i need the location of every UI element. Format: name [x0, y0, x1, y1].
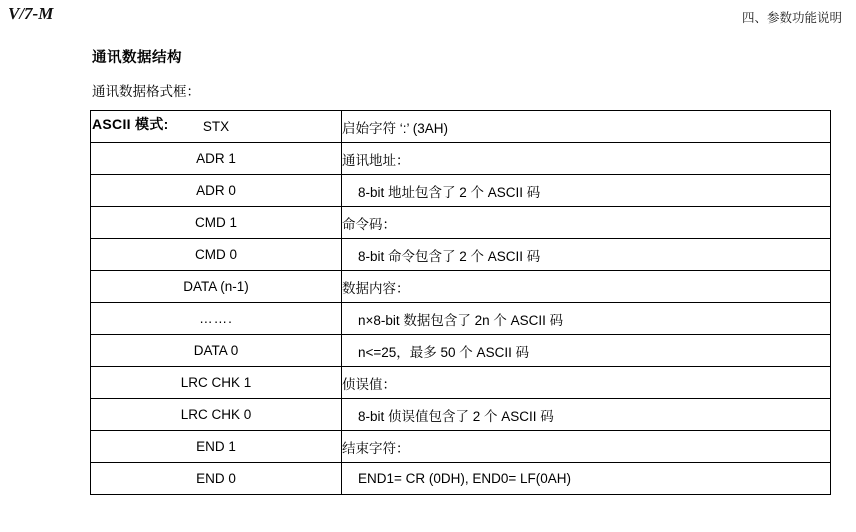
field-desc-text: n<=25，最多 50 个 ASCII 码 [358, 344, 530, 360]
table-row [91, 367, 831, 399]
field-desc-cell [342, 463, 831, 495]
table-row [91, 111, 831, 143]
field-name-cell: CMD 0 [91, 239, 342, 271]
table-row [91, 335, 831, 367]
field-name-cell: END 1 [91, 431, 342, 463]
field-desc-text: 结束字符： [342, 440, 410, 456]
field-name-cell: END 0 [91, 463, 342, 495]
field-desc-cell [342, 303, 831, 335]
field-desc-cell [342, 399, 831, 431]
field-desc-cell [342, 367, 831, 399]
field-desc-cell [342, 207, 831, 239]
ascii-frame-table [90, 110, 831, 495]
field-name-cell: ADR 0 [91, 175, 342, 207]
field-desc-text: 启始字符 ‘:’ (3AH) [342, 120, 449, 136]
table-row [91, 175, 831, 207]
field-desc-text: 通讯地址： [342, 152, 410, 168]
ascii-mode-label: ASCII 模式: [92, 116, 169, 132]
table-row [91, 271, 831, 303]
table-row [91, 399, 831, 431]
page-header [0, 0, 856, 34]
table-row [91, 143, 831, 175]
field-desc-text: 8-bit 地址包含了 2 个 ASCII 码 [358, 184, 541, 200]
field-desc-cell [342, 239, 831, 271]
table-body [91, 111, 831, 495]
field-desc-cell [342, 143, 831, 175]
table-row [91, 239, 831, 271]
field-name-cell: CMD 1 [91, 207, 342, 239]
table-row [91, 303, 831, 335]
table-row [91, 207, 831, 239]
field-name-cell: DATA 0 [91, 335, 342, 367]
field-name-cell: ……. [91, 303, 342, 335]
field-name-cell: LRC CHK 0 [91, 399, 342, 431]
table-row [91, 431, 831, 463]
field-desc-cell [342, 111, 831, 143]
section-title: 通讯数据结构 [92, 50, 182, 66]
section-subtitle: 通讯数据格式框： [92, 84, 200, 99]
header-chapter-label: 四、参数功能说明 [741, 11, 842, 25]
field-desc-text: 8-bit 侦误值包含了 2 个 ASCII 码 [358, 408, 554, 424]
field-name-cell: LRC CHK 1 [91, 367, 342, 399]
table-row [91, 463, 831, 495]
field-name-cell: STX [91, 111, 342, 143]
field-desc-text: n×8-bit 数据包含了 2n 个 ASCII 码 [358, 312, 564, 328]
field-name-cell: ADR 1 [91, 143, 342, 175]
field-desc-text: 命令码： [342, 216, 396, 232]
field-desc-cell [342, 175, 831, 207]
field-desc-text: 侦误值： [342, 376, 396, 392]
field-name-cell: DATA (n-1) [91, 271, 342, 303]
field-desc-cell [342, 431, 831, 463]
field-desc-cell [342, 335, 831, 367]
brand-logo: V/7-M [8, 4, 54, 23]
field-desc-cell [342, 271, 831, 303]
field-desc-text: END1= CR (0DH), END0= LF(0AH) [358, 471, 572, 486]
field-desc-text: 数据内容： [342, 280, 410, 296]
field-desc-text: 8-bit 命令包含了 2 个 ASCII 码 [358, 248, 541, 264]
